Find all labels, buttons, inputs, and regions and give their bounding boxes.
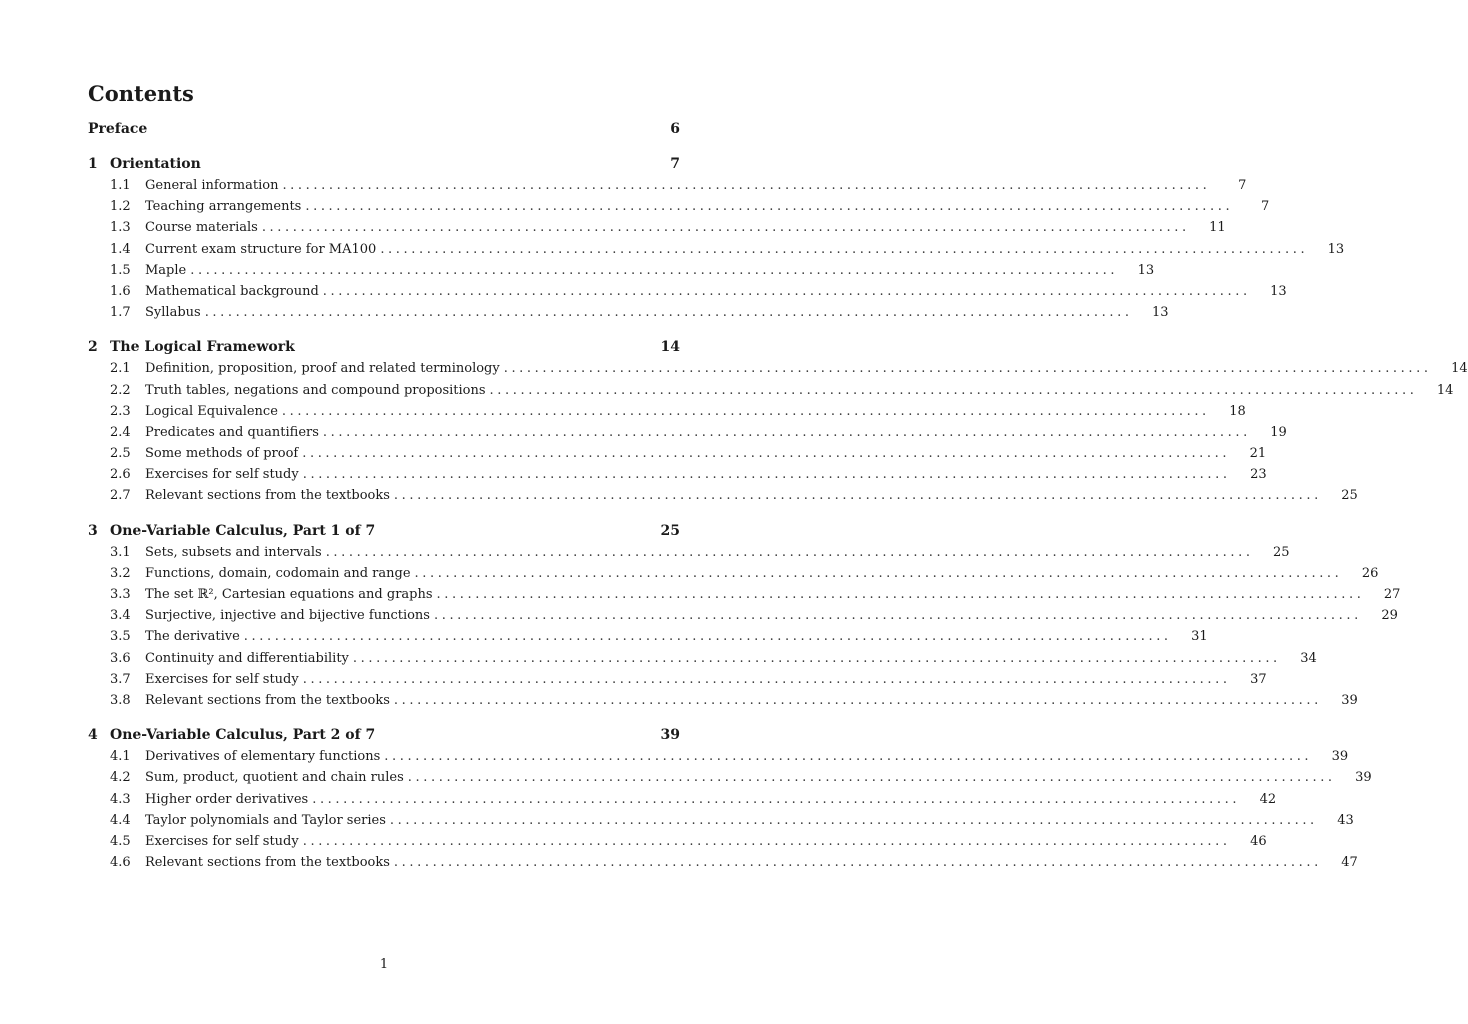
dot-leader: ........................................................................................................................ [489, 382, 1418, 398]
section-entry[interactable] [88, 767, 1372, 788]
section-page: 39 [1355, 770, 1372, 786]
dot-leader: ........................................................................................................................ [322, 283, 1251, 299]
dot-leader: ........................................................................................................................ [389, 812, 1318, 828]
section-page: 42 [1259, 791, 1277, 807]
section-entry[interactable] [88, 648, 1317, 669]
section-title: Some methods of proof [145, 446, 299, 462]
preface-entry[interactable] [88, 118, 680, 140]
section-title: Truth tables, negations and compound propositions [145, 382, 486, 398]
section-entry[interactable] [88, 464, 1267, 485]
dot-leader: ........................................................................................................................ [305, 199, 1234, 215]
chapter-title: One-Variable Calculus, Part 1 of 7 [110, 522, 376, 539]
dot-leader: ........................................................................................................................ [352, 650, 1281, 666]
section-entry[interactable] [88, 380, 1454, 401]
dot-leader: ........................................................................................................................ [281, 403, 1210, 419]
dot-leader: ........................................................................................................................ [436, 587, 1365, 602]
chapter-number: 1 [88, 156, 98, 172]
chapter-4 [88, 724, 1372, 873]
dot-leader: ........................................................................................................................ [204, 305, 1133, 321]
dot-leader: ........................................................................................................................ [393, 488, 1322, 504]
chapter-page: 25 [660, 522, 680, 539]
section-page: 27 [1383, 587, 1401, 602]
section-page: 29 [1381, 608, 1398, 624]
section-number: 1.5 [110, 262, 131, 278]
dot-leader: ........................................................................................................................ [393, 692, 1322, 708]
section-page: 11 [1209, 220, 1226, 236]
section-title: Continuity and differentiability [145, 650, 349, 666]
section-number: 3.1 [110, 544, 131, 560]
dot-leader: ........................................................................................................................ [322, 424, 1251, 440]
section-entry[interactable] [88, 443, 1267, 464]
section-title: Surjective, injective and bijective functions [145, 608, 430, 624]
section-title: Relevant sections from the textbooks [145, 855, 390, 871]
section-page: 7 [1260, 199, 1270, 215]
section-title: Higher order derivatives [145, 791, 309, 807]
section-number: 2.2 [110, 382, 131, 398]
section-page: 21 [1249, 446, 1267, 462]
dot-leader: ........................................................................................................................ [407, 770, 1336, 786]
section-number: 2.3 [110, 403, 131, 419]
chapter-number: 4 [88, 727, 98, 744]
dot-leader: ........................................................................................................................ [414, 565, 1343, 581]
section-number: 3.2 [110, 565, 131, 581]
dot-leader: ........................................................................................................................ [393, 855, 1322, 871]
dot-leader: ........................................................................................................................ [302, 467, 1231, 483]
table-of-contents [88, 80, 1468, 873]
section-title: Definition, proposition, proof and related terminology [145, 361, 500, 377]
chapter-page: 7 [670, 156, 680, 172]
section-title: Mathematical background [145, 283, 319, 299]
section-title: Course materials [145, 220, 258, 236]
chapter-3 [88, 520, 1401, 712]
section-entry[interactable] [88, 175, 1247, 196]
section-number: 1.1 [110, 178, 131, 193]
section-entry[interactable] [88, 196, 1270, 217]
section-page: 25 [1273, 544, 1290, 560]
section-entry[interactable] [88, 810, 1354, 831]
section-page: 31 [1191, 629, 1208, 645]
section-entry[interactable] [88, 358, 1468, 379]
section-number: 4.2 [110, 770, 131, 786]
section-number: 2.5 [110, 446, 131, 462]
section-page: 18 [1229, 403, 1246, 419]
section-title: Sum, product, quotient and chain rules [145, 770, 404, 786]
chapter-list [88, 153, 1468, 873]
section-entry[interactable] [88, 831, 1267, 852]
section-number: 2.4 [110, 424, 131, 440]
section-page: 13 [1270, 283, 1287, 299]
section-title: Derivatives of elementary functions [145, 749, 381, 765]
dot-leader: ........................................................................................................................ [325, 544, 1254, 560]
section-number: 3.5 [110, 629, 131, 645]
section-page: 23 [1250, 467, 1267, 483]
chapter-entry[interactable] [88, 336, 680, 358]
section-entry[interactable] [88, 401, 1246, 422]
section-entry[interactable] [88, 563, 1379, 584]
section-entry[interactable] [88, 690, 1358, 711]
dot-leader: ........................................................................................................................ [282, 178, 1211, 193]
section-title: Functions, domain, codomain and range [145, 565, 411, 581]
chapter-title: One-Variable Calculus, Part 2 of 7 [110, 727, 376, 744]
section-entry[interactable] [88, 626, 1208, 647]
dot-leader: ........................................................................................................................ [261, 220, 1190, 236]
section-entry[interactable] [88, 281, 1287, 302]
section-page: 26 [1361, 565, 1379, 581]
section-page: 7 [1238, 178, 1247, 193]
section-title: Sets, subsets and intervals [145, 544, 322, 560]
section-title: Relevant sections from the textbooks [145, 692, 390, 708]
section-title: Exercises for self study [145, 833, 299, 849]
section-page: 46 [1250, 833, 1267, 849]
page-title: Contents [88, 81, 194, 106]
section-number: 1.4 [110, 241, 131, 257]
section-number: 3.3 [110, 587, 131, 602]
section-number: 3.8 [110, 692, 131, 708]
dot-leader: ........................................................................................................................ [302, 833, 1231, 849]
section-title: Taylor polynomials and Taylor series [145, 812, 386, 828]
chapter-number: 2 [88, 339, 98, 356]
section-entry[interactable] [88, 260, 1155, 281]
section-title: Syllabus [145, 305, 201, 321]
chapter-2 [88, 336, 1468, 506]
section-entry[interactable] [88, 217, 1226, 238]
section-page: 47 [1341, 855, 1358, 871]
section-entry[interactable] [88, 789, 1277, 810]
section-entry[interactable] [88, 542, 1290, 563]
dot-leader: ........................................................................................................................ [243, 629, 1172, 645]
section-number: 1.3 [110, 220, 131, 236]
section-page: 19 [1270, 424, 1287, 440]
section-number: 4.6 [110, 855, 131, 871]
section-number: 1.2 [110, 199, 131, 215]
section-title: The derivative [145, 629, 240, 645]
section-title: General information [145, 178, 279, 193]
section-entry[interactable] [88, 605, 1398, 626]
section-page: 39 [1341, 692, 1358, 708]
section-number: 3.6 [110, 650, 131, 666]
chapter-title: The Logical Framework [110, 339, 295, 356]
chapter-entry[interactable] [88, 153, 680, 175]
section-number: 1.6 [110, 283, 131, 299]
chapter-entry[interactable] [88, 520, 680, 542]
section-number: 2.6 [110, 467, 131, 483]
dot-leader: ........................................................................................................................ [503, 361, 1432, 377]
dot-leader: ........................................................................................................................ [380, 241, 1309, 257]
dot-leader: ........................................................................................................................ [312, 791, 1241, 807]
section-page: 43 [1337, 812, 1354, 828]
section-title: Current exam structure for MA100 [145, 241, 377, 257]
section-number: 4.3 [110, 791, 131, 807]
section-entry[interactable] [88, 485, 1358, 506]
section-title: The set ℝ², Cartesian equations and graphs [145, 587, 433, 602]
chapter-title: Orientation [110, 156, 201, 172]
section-entry[interactable] [88, 669, 1267, 690]
section-number: 3.7 [110, 671, 131, 687]
section-page: 25 [1341, 488, 1358, 504]
chapter-page: 14 [660, 339, 680, 356]
section-title: Relevant sections from the textbooks [145, 488, 390, 504]
section-page: 14 [1451, 361, 1468, 377]
section-entry[interactable] [88, 746, 1349, 767]
section-number: 2.7 [110, 488, 131, 504]
section-number: 4.4 [110, 812, 131, 828]
dot-leader: ........................................................................................................................ [302, 446, 1231, 462]
section-title: Teaching arrangements [145, 199, 302, 215]
dot-leader: ........................................................................................................................ [190, 262, 1119, 278]
section-title: Logical Equivalence [145, 403, 278, 419]
section-title: Maple [145, 262, 187, 278]
section-page: 13 [1137, 262, 1155, 278]
dot-leader: ........................................................................................................................ [433, 608, 1362, 624]
dot-leader: ........................................................................................................................ [302, 671, 1231, 687]
section-page: 39 [1331, 749, 1349, 765]
section-page: 13 [1327, 241, 1345, 257]
section-entry[interactable] [88, 422, 1287, 443]
section-entry[interactable] [88, 584, 1401, 605]
chapter-entry[interactable] [88, 724, 680, 746]
section-page: 34 [1300, 650, 1317, 666]
chapter-page: 39 [660, 727, 680, 744]
section-number: 4.1 [110, 749, 131, 765]
preface-page: 6 [670, 121, 680, 137]
section-page: 13 [1152, 305, 1169, 321]
section-number: 1.7 [110, 305, 131, 321]
chapter-number: 3 [88, 522, 98, 539]
section-number: 4.5 [110, 833, 131, 849]
dot-leader: ........................................................................................................................ [384, 749, 1313, 765]
section-title: Exercises for self study [145, 671, 299, 687]
chapter-1 [88, 153, 1345, 323]
section-entry[interactable] [88, 852, 1358, 873]
section-page: 14 [1436, 382, 1454, 398]
section-entry[interactable] [88, 302, 1169, 323]
section-number: 3.4 [110, 608, 131, 624]
footer-page-number: 1 [379, 957, 389, 972]
section-entry[interactable] [88, 239, 1345, 260]
section-title: Predicates and quantifiers [145, 424, 319, 440]
section-page: 37 [1250, 671, 1267, 687]
section-title: Exercises for self study [145, 467, 299, 483]
section-number: 2.1 [110, 361, 131, 377]
preface-title: Preface [88, 121, 148, 137]
